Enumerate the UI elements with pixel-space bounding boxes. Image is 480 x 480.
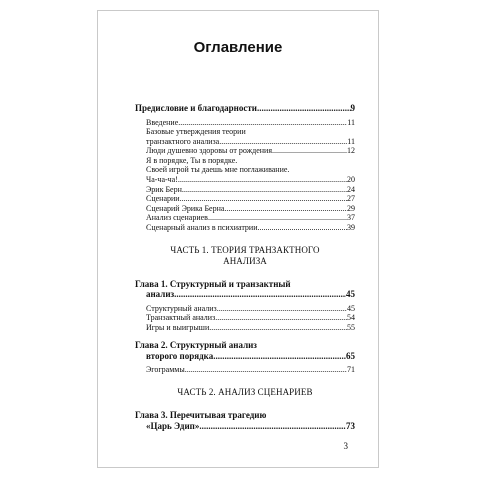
toc-entry-page: 54 bbox=[347, 313, 355, 323]
dot-leader bbox=[174, 289, 346, 300]
toc-entry-label: транзактного анализа bbox=[146, 136, 220, 146]
toc-entry bbox=[135, 304, 355, 314]
toc-entry-page: 11 bbox=[347, 117, 355, 127]
toc-entry bbox=[135, 313, 355, 323]
dot-leader bbox=[182, 185, 347, 195]
toc-entry-page: 27 bbox=[347, 194, 355, 204]
toc-entry-page: 20 bbox=[347, 175, 355, 185]
toc-entry-label: Я в порядке, Ты в порядке. bbox=[146, 155, 238, 165]
toc-entry bbox=[135, 365, 355, 375]
toc-entry-label: второго порядка bbox=[146, 350, 214, 361]
toc-entry-label: Анализ сценариев bbox=[146, 213, 208, 223]
toc-entry-page: 11 bbox=[347, 136, 355, 146]
toc-entry-label: Своей игрой ты даешь мне поглаживание. bbox=[146, 165, 290, 175]
dot-leader bbox=[213, 351, 346, 362]
dot-leader bbox=[272, 146, 347, 156]
toc-entry-page: 55 bbox=[347, 322, 355, 332]
dot-leader bbox=[219, 137, 347, 147]
toc-entry-label: Сценарный анализ в психиатрии bbox=[146, 223, 258, 233]
part-heading-1-cont: АНАЛИЗА bbox=[223, 255, 267, 266]
toc-entry bbox=[135, 146, 355, 156]
toc-entry-label: Ча-ча-ча! bbox=[146, 175, 178, 185]
toc-entry-label: анализ bbox=[146, 289, 175, 300]
toc-entry-label: Сценарий Эрика Берна bbox=[146, 203, 225, 213]
toc-entry-page: 29 bbox=[347, 203, 355, 213]
chapter-heading-3: Глава 3. Перечитывая трагедию bbox=[135, 410, 267, 420]
dot-leader bbox=[178, 175, 347, 185]
table-of-contents bbox=[135, 103, 355, 431]
toc-entry-page: 45 bbox=[347, 303, 355, 313]
dot-leader bbox=[185, 365, 347, 375]
toc-entry-label: Структурный анализ bbox=[146, 303, 217, 313]
chapter-entry-2 bbox=[135, 351, 355, 362]
toc-entry-page: 71 bbox=[347, 365, 355, 375]
dot-leader bbox=[180, 194, 347, 204]
toc-entry-page: 73 bbox=[346, 420, 355, 431]
chapter-entry-3 bbox=[135, 421, 355, 432]
toc-entry-label: Транзактный анализ bbox=[146, 313, 216, 323]
book-page bbox=[97, 10, 379, 468]
toc-entry-label: Люди душевно здоровы от рождения bbox=[146, 146, 273, 156]
toc-entry-label: Эгограммы bbox=[146, 365, 185, 375]
chapter-heading-2: Глава 2. Структурный анализ bbox=[135, 340, 257, 351]
dot-leader bbox=[257, 103, 351, 114]
toc-entry-page: 24 bbox=[347, 184, 355, 194]
toc-entry-label: Базовые утверждения теории bbox=[146, 127, 246, 137]
dot-leader bbox=[215, 313, 347, 323]
toc-entry-label: Сценарии bbox=[146, 194, 180, 204]
toc-entry bbox=[135, 185, 355, 195]
dot-leader bbox=[178, 118, 347, 128]
dot-leader bbox=[199, 421, 346, 432]
dot-leader bbox=[208, 213, 347, 223]
toc-entry bbox=[135, 223, 355, 233]
toc-entry bbox=[135, 137, 355, 147]
toc-entry-page: 65 bbox=[346, 350, 355, 361]
toc-entry bbox=[135, 323, 355, 333]
toc-entry bbox=[135, 194, 355, 204]
page-title: Оглавление bbox=[193, 39, 283, 56]
toc-entry-label: Игры и выигрыши bbox=[146, 322, 210, 332]
toc-entry-page: 12 bbox=[347, 146, 355, 156]
dot-leader bbox=[258, 223, 348, 233]
toc-entry-label: Предисловие и благодарности bbox=[135, 103, 257, 113]
part-heading-2: ЧАСТЬ 2. АНАЛИЗ СЦЕНАРИЕВ bbox=[177, 387, 313, 397]
toc-entry bbox=[135, 175, 355, 185]
toc-entry-page: 9 bbox=[350, 103, 355, 113]
dot-leader bbox=[209, 323, 347, 333]
toc-entry-preface bbox=[135, 103, 355, 114]
toc-entry bbox=[135, 213, 355, 223]
toc-entry-label: «Царь Эдип» bbox=[146, 420, 200, 431]
toc-entry-page: 39 bbox=[347, 223, 355, 233]
toc-entry bbox=[135, 118, 355, 128]
toc-entry-label: Эрик Берн bbox=[146, 184, 182, 194]
toc-entry-label: Введение bbox=[146, 117, 179, 127]
part-heading-1: ЧАСТЬ 1. ТЕОРИЯ ТРАНЗАКТНОГО bbox=[170, 244, 320, 255]
toc-entry bbox=[135, 204, 355, 214]
chapter-heading-1: Глава 1. Структурный и транзактный bbox=[135, 278, 291, 289]
toc-entry-page: 45 bbox=[346, 289, 355, 300]
toc-entry-page: 37 bbox=[347, 213, 355, 223]
dot-leader bbox=[217, 304, 347, 314]
page-number: 3 bbox=[343, 441, 348, 451]
dot-leader bbox=[224, 204, 347, 214]
chapter-entry-1 bbox=[135, 289, 355, 300]
